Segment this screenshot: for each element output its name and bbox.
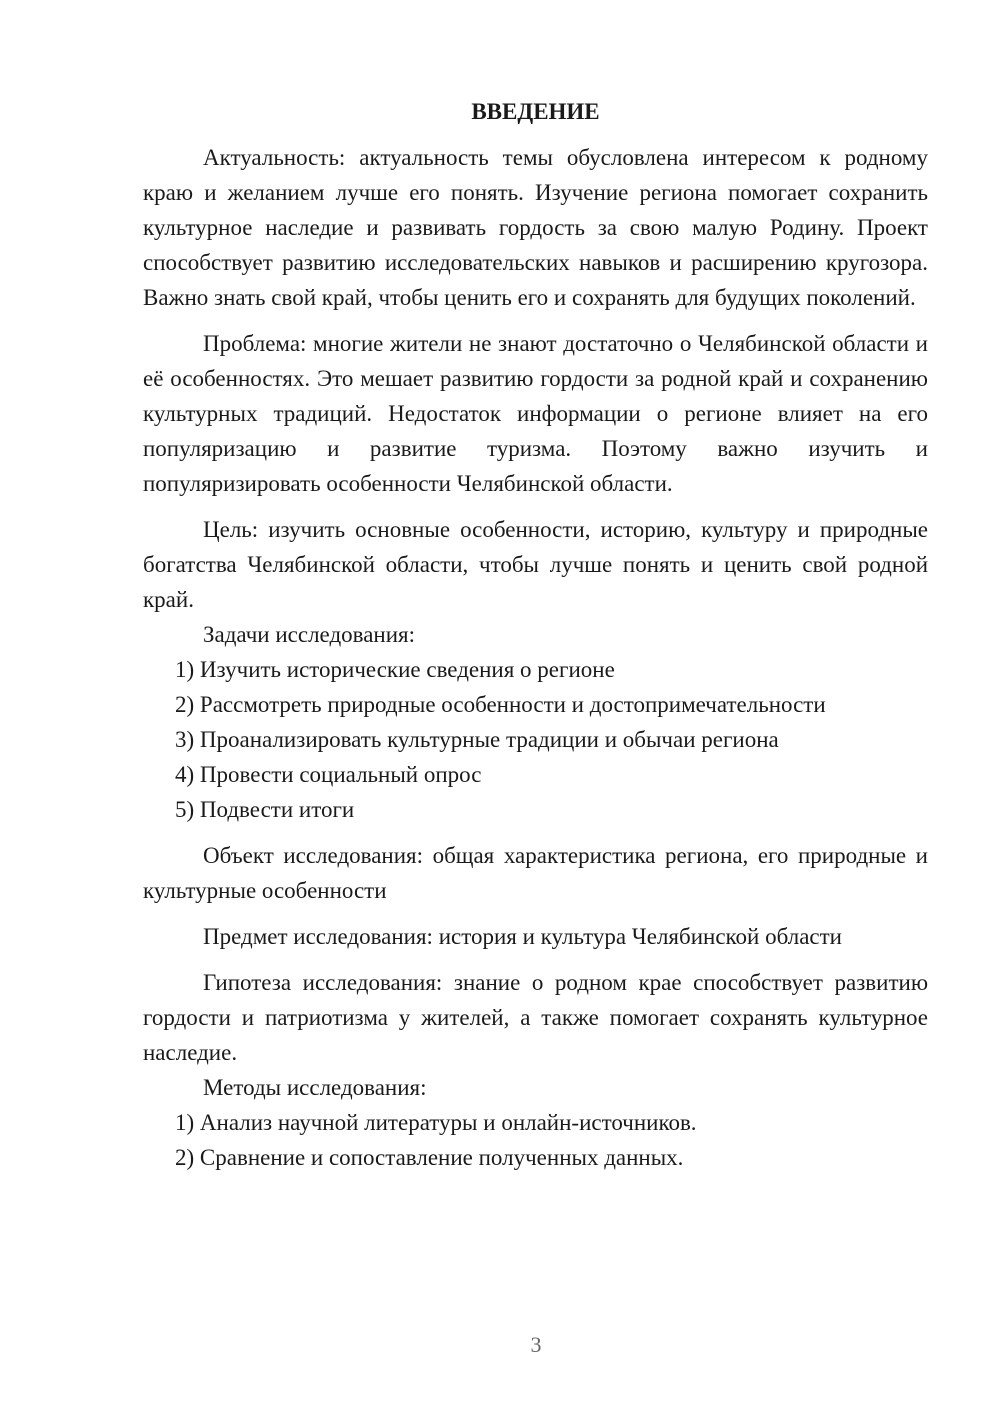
list-item: 1) Анализ научной литературы и онлайн-источников. — [175, 1110, 697, 1135]
tasks-label: Задачи исследования: — [203, 622, 416, 647]
document-page — [143, 94, 928, 1175]
goal-paragraph: Цель: изучить основные особенности, историю, культуру и природные богатства Челябинской области, чтобы лучше понять и ценить свой родной край. — [143, 517, 928, 612]
list-item: 2) Рассмотреть природные особенности и достопримечательности — [175, 692, 826, 717]
problem-paragraph: Проблема: многие жители не знают достаточно о Челябинской области и её особенностях. Это мешает развитию гордости за родной край и сохранению культурных традиций. Недостаток информации о регионе влияет на его популяризацию и развитие туризма. Поэтому важно изучить и популяризировать особенности Челябинской области. — [143, 331, 928, 496]
page-number: 3 — [530, 1332, 542, 1357]
list-item: 1) Изучить исторические сведения о регионе — [175, 657, 615, 682]
tasks-list — [143, 652, 928, 827]
methods-list — [143, 1105, 928, 1175]
list-item: 3) Проанализировать культурные традиции и обычаи региона — [175, 727, 779, 752]
relevance-paragraph: Актуальность: актуальность темы обусловлена интересом к родному краю и желанием лучше его понять. Изучение региона помогает сохранить культурное наследие и развивать гордость за свою малую Родину. Проект способствует развитию исследовательских навыков и расширению кругозора. Важно знать свой край, чтобы ценить его и сохранять для будущих поколений. — [143, 145, 928, 310]
hypothesis-paragraph: Гипотеза исследования: знание о родном крае способствует развитию гордости и патриотизма у жителей, а также помогает сохранять культурное наследие. — [143, 970, 928, 1065]
methods-label: Методы исследования: — [203, 1075, 427, 1100]
subject-paragraph: Предмет исследования: история и культура Челябинской области — [203, 924, 842, 949]
object-paragraph: Объект исследования: общая характеристика региона, его природные и культурные особенности — [143, 843, 928, 903]
list-item: 2) Сравнение и сопоставление полученных данных. — [175, 1145, 684, 1170]
list-item: 4) Провести социальный опрос — [175, 762, 482, 787]
page-title: ВВЕДЕНИЕ — [471, 99, 600, 124]
list-item: 5) Подвести итоги — [175, 797, 355, 822]
